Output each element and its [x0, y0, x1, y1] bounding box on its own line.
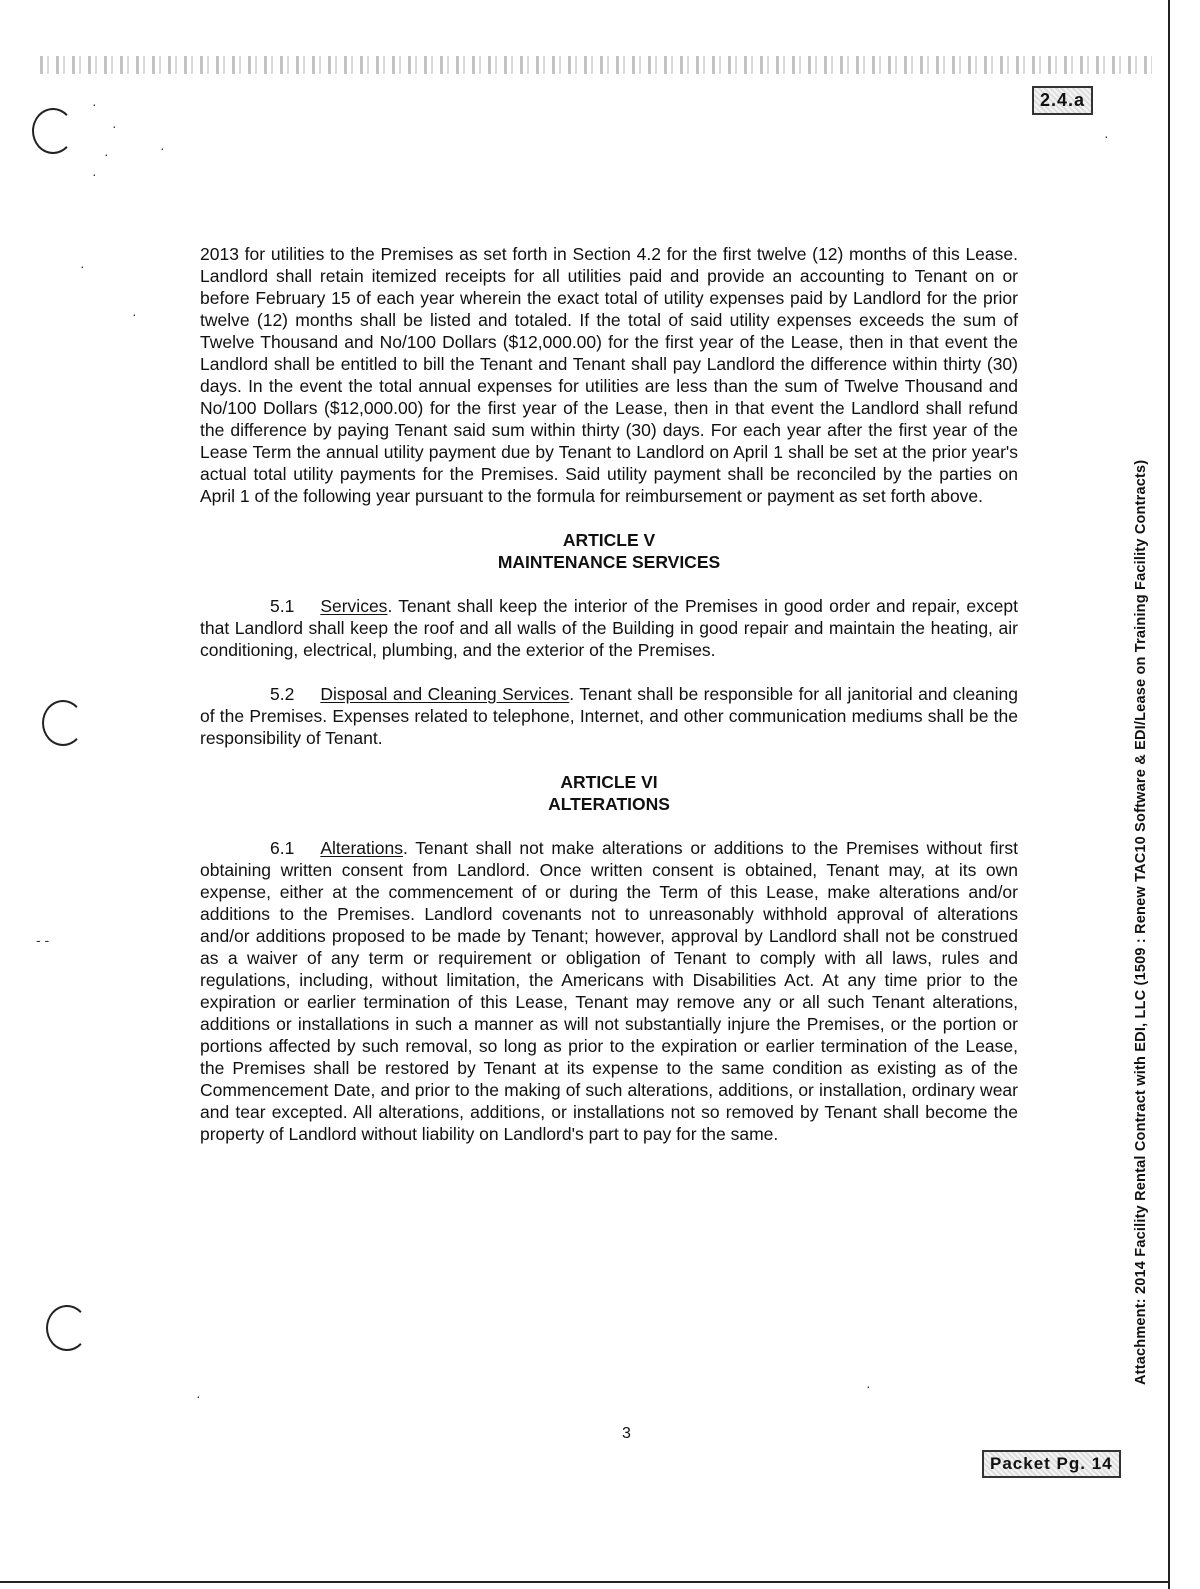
- scan-speck: ·: [80, 258, 85, 274]
- section-6-1-heading: Alterations: [320, 838, 404, 858]
- scan-speck: ·: [196, 1388, 201, 1404]
- scan-speck: ·: [866, 1378, 871, 1394]
- article-v-title: MAINTENANCE SERVICES: [497, 552, 721, 572]
- scan-speck: ·: [104, 146, 109, 162]
- scan-speck: ·: [112, 118, 117, 134]
- section-6-1-number: 6.1: [270, 838, 295, 858]
- article-vi-title: ALTERATIONS: [548, 794, 670, 814]
- section-5-2: [200, 683, 1018, 749]
- article-v-number: ARTICLE V: [562, 530, 656, 550]
- article-vi-number: ARTICLE VI: [560, 772, 658, 792]
- section-5-2-text: . Tenant shall be responsible for all janitorial and cleaning of the Premises. Expenses related to telephone, Internet, and other communication mediums shall be the responsibility of Tenant.: [200, 684, 1019, 748]
- scan-artifact-strip: [40, 56, 1152, 74]
- scan-speck: ·: [1104, 128, 1109, 144]
- section-6-1: [200, 837, 1018, 1145]
- exhibit-tag: 2.4.a: [1032, 86, 1093, 115]
- section-5-2-number: 5.2: [270, 684, 295, 704]
- page-edge-bottom: [0, 1581, 1170, 1583]
- scan-speck: - -: [36, 932, 50, 948]
- scan-speck: ·: [92, 166, 97, 182]
- section-5-1-number: 5.1: [270, 596, 295, 616]
- opening-paragraph: 2013 for utilities to the Premises as set forth in Section 4.2 for the first twelve (12) months of this Lease. Landlord shall retain itemized receipts for all utilities paid and provide an accounting to Tenant on or before February 15 of each year wherein the exact total of utility expenses paid by Landlord for the prior twelve (12) months shall be listed and totaled. If the total of said utility expenses exceeds the sum of Twelve Thousand and No/100 Dollars ($12,000.00) for the first year of the Lease, then in that event the Landlord shall be entitled to bill the Tenant and Tenant shall pay Landlord the difference within thirty (30) days. In the event the total annual expenses for utilities are less than the sum of Twelve Thousand and No/100 Dollars ($12,000.00) for the first year of the Lease, then in that event the Landlord shall refund the difference by paying Tenant said sum within thirty (30) days. For each year after the first year of the Lease Term the annual utility payment due by Tenant to Landlord on April 1 shall be set at the prior year's actual total utility payments for the Premises. Said utility payment shall be reconciled by the parties on April 1 of the following year pursuant to the formula for reimbursement or payment as set forth above.: [200, 244, 1018, 506]
- section-5-1-heading: Services: [320, 596, 388, 616]
- section-5-2-heading: Disposal and Cleaning Services: [320, 684, 570, 704]
- scan-speck: ·: [160, 140, 165, 156]
- packet-page-tag: Packet Pg. 14: [982, 1450, 1121, 1478]
- page-number: 3: [622, 1425, 631, 1442]
- section-5-1-text: . Tenant shall keep the interior of the Premises in good order and repair, except that Landlord shall keep the roof and all walls of the Building in good repair and maintain the heating, air conditioning, electrical, plumbing, and the exterior of the Premises.: [200, 596, 1018, 660]
- article-v-heading: [200, 529, 1018, 573]
- scan-speck: ·: [92, 96, 97, 112]
- punch-hole-bottom: [46, 1305, 88, 1351]
- scan-speck: ·: [132, 306, 137, 322]
- article-vi-heading: [200, 771, 1018, 815]
- attachment-side-note: Attachment: 2014 Facility Rental Contract with EDI, LLC (1509 : Renew TAC10 Software & EDI/Lease on Training Facility Contracts): [1133, 459, 1149, 1385]
- lease-body: [200, 243, 1018, 1145]
- section-5-1: [200, 595, 1018, 661]
- punch-hole-middle: [42, 700, 84, 746]
- punch-hole-top: [32, 108, 74, 154]
- page-edge-right: [1168, 0, 1170, 1589]
- section-6-1-text: . Tenant shall not make alterations or additions to the Premises without first obtaining written consent from Landlord. Once written consent is obtained, Tenant may, at its own expense, either at the commencement of or during the Term of this Lease, make alterations and/or additions to the Premises. Landlord covenants not to unreasonably withhold approval of alterations and/or additions proposed to be made by Tenant; however, approval by Landlord shall not be construed as a waiver of any term or requirement or obligation of Tenant to comply with all laws, rules and regulations, including, without limitation, the Americans with Disabilities Act. At any time prior to the expiration or earlier termination of this Lease, Tenant may remove any or all such Tenant alterations, additions or installations in such a manner as will not substantially injure the Premises, or the portion or portions affected by such removal, so long as prior to the expiration or earlier termination of the Lease, the Premises shall be restored by Tenant at its expense to the same condition as existing as of the Commencement Date, and prior to the making of such alterations, additions, or installation, ordinary wear and tear excepted. All alterations, additions, or installations not so removed by Tenant shall become the property of Landlord without liability on Landlord's part to pay for the same.: [200, 838, 1018, 1144]
